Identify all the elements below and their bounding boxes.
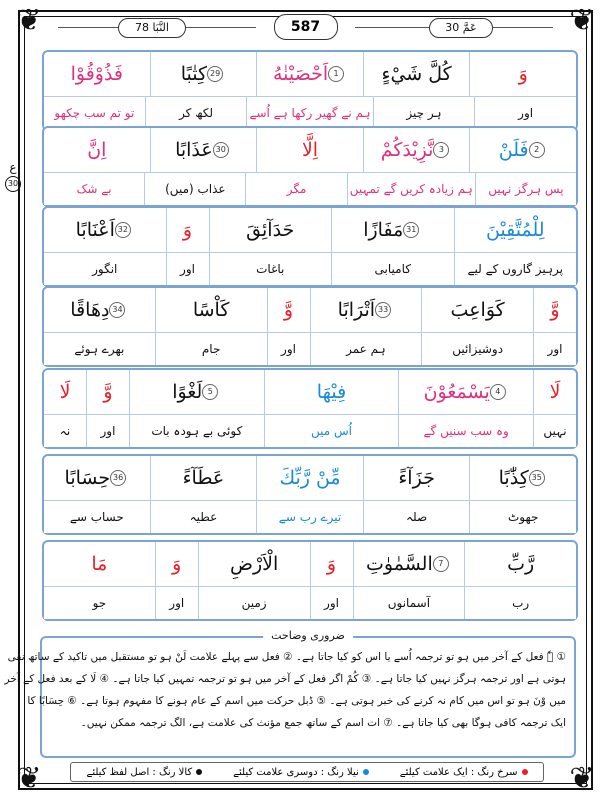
page-header — [58, 14, 553, 42]
legend-text: سرخ رنگ : ایک علامت کیلئے — [399, 766, 518, 778]
ayah-marker: 3 — [433, 142, 449, 158]
urdu-meaning: اور — [547, 342, 563, 356]
arabic-word: الْاَرْضِ — [229, 553, 279, 575]
arabic-word: اِلَّا — [301, 139, 319, 161]
corner-ornament-icon: ❦ — [569, 761, 595, 796]
notes-box — [4, 629, 576, 758]
word-section — [42, 454, 578, 535]
arabic-word: مَا — [91, 553, 108, 575]
ruku-letter: ع — [9, 160, 17, 174]
arabic-word-cell — [363, 456, 470, 500]
arabic-word-cell — [464, 542, 576, 586]
arabic-word: اِنَّ — [87, 139, 107, 161]
urdu-meaning: آسمانوں — [387, 596, 431, 610]
urdu-meaning-cell — [44, 253, 166, 285]
arabic-word-cell — [256, 128, 363, 172]
arabic-word: عَطَآءً — [182, 467, 225, 489]
arabic-word-cell — [44, 52, 150, 96]
urdu-meaning-cell — [373, 97, 475, 129]
word-section — [42, 368, 578, 449]
urdu-meaning: دوشیزائیں — [452, 342, 504, 356]
word-section — [42, 50, 578, 131]
arabic-word-cell — [44, 128, 150, 172]
urdu-meaning: انگور — [92, 262, 118, 276]
urdu-meaning: جھوٹ — [507, 510, 539, 524]
word-section — [42, 286, 578, 367]
urdu-meaning-cell — [469, 501, 576, 533]
arabic-word: وَّ — [550, 299, 560, 321]
ayah-marker: 29 — [207, 66, 223, 82]
arabic-word-cell — [533, 370, 576, 414]
urdu-row — [44, 415, 576, 447]
arabic-word: فَلَنْ — [498, 139, 529, 161]
ayah-marker: 7 — [433, 556, 449, 572]
arabic-word-cell — [421, 288, 533, 332]
arabic-word: لِلْمُتَّقِيْنَ — [485, 219, 545, 241]
urdu-meaning: اُس میں — [311, 424, 352, 438]
arabic-word: وَ — [518, 63, 528, 85]
arabic-row — [44, 52, 576, 97]
urdu-meaning-cell — [209, 253, 332, 285]
arabic-word-cell — [469, 456, 576, 500]
arabic-word: كُلَّ شَيْءٍ — [381, 63, 452, 85]
arabic-word-cell — [469, 52, 576, 96]
urdu-meaning: پرہیز گاروں کے لیے — [467, 262, 563, 276]
urdu-meaning: جام — [201, 342, 221, 356]
arabic-word: لَا — [549, 381, 561, 403]
legend-dot-icon — [363, 769, 369, 775]
urdu-meaning-cell — [44, 97, 145, 129]
arabic-word-cell — [533, 288, 576, 332]
arabic-word-cell — [264, 370, 399, 414]
arabic-word: عَذَابًا — [175, 139, 213, 161]
arabic-word: اَحْصَيْنٰهُ — [272, 63, 329, 85]
urdu-meaning-cell — [398, 415, 533, 447]
urdu-meaning-cell — [44, 415, 86, 447]
arabic-word: لَغْوًا — [172, 381, 203, 403]
urdu-meaning: تو تم سب چکھو — [54, 106, 135, 120]
arabic-word: وَ — [326, 553, 337, 575]
legend-item — [400, 767, 528, 778]
urdu-meaning-cell — [363, 501, 470, 533]
arabic-word-cell — [129, 370, 264, 414]
arabic-row — [44, 288, 576, 333]
arabic-word: نَّزِيْدَكُمْ — [380, 139, 434, 161]
ayah-marker: 32 — [115, 222, 131, 238]
urdu-meaning: نہیں — [543, 424, 567, 438]
urdu-row — [44, 587, 576, 619]
urdu-meaning-cell — [474, 97, 576, 129]
word-section — [42, 126, 578, 207]
arabic-word-cell — [331, 208, 454, 252]
page-number: 587 — [274, 14, 338, 40]
arabic-word: لَا — [59, 381, 71, 403]
ayah-marker: 30 — [213, 142, 229, 158]
arabic-word: رَّبِّ — [507, 553, 535, 575]
urdu-meaning: پس ہرگز نہیں — [488, 182, 564, 196]
arabic-row — [44, 208, 576, 253]
arabic-word: حَدَآئِقَ — [246, 219, 295, 241]
urdu-meaning: عذاب (میں) — [165, 182, 226, 196]
ayah-marker: 2 — [529, 142, 545, 158]
notes-line: ایک ترجمہ کافی ہوگا بھی کیا جاتا ہے۔ ⑦ ات اسم کے ساتھ جمع مؤنث کی علامت ہے، الگ ترجمہ ممکن نہیں۔ — [80, 717, 566, 729]
ayah-marker: 4 — [490, 384, 506, 400]
arabic-word: كِتٰبًا — [180, 63, 208, 85]
urdu-meaning: رب — [512, 596, 530, 610]
arabic-word-cell — [150, 52, 257, 96]
arabic-word-cell — [469, 128, 576, 172]
arabic-word: حِسَابًا — [64, 467, 111, 489]
urdu-meaning: عطیہ — [189, 510, 218, 524]
urdu-meaning-cell — [145, 97, 247, 129]
arabic-word-cell — [398, 370, 533, 414]
ayah-marker: 5 — [202, 384, 218, 400]
urdu-row — [44, 333, 576, 365]
color-legend — [70, 762, 544, 782]
urdu-meaning-cell — [310, 587, 353, 619]
urdu-meaning-cell — [150, 501, 257, 533]
arabic-word-cell — [310, 542, 353, 586]
urdu-meaning-cell — [464, 587, 576, 619]
arabic-row — [44, 456, 576, 501]
urdu-meaning: ہم زیادہ کریں گے تمہیں — [349, 182, 473, 196]
arabic-row — [44, 370, 576, 415]
urdu-meaning: صلہ — [406, 510, 428, 524]
urdu-meaning-cell — [264, 415, 399, 447]
urdu-meaning-cell — [155, 587, 198, 619]
arabic-word-cell — [209, 208, 332, 252]
corner-ornament-icon: ❦ — [16, 3, 42, 38]
arabic-word-cell — [267, 288, 310, 332]
ayah-marker: 34 — [109, 302, 125, 318]
urdu-meaning-cell — [44, 333, 155, 365]
arabic-word: دِهَاقًا — [70, 299, 110, 321]
legend-item — [233, 767, 369, 778]
urdu-meaning: ہم نے گھیر رکھا ہے اُسے — [249, 106, 371, 120]
urdu-meaning: ہر چیز — [406, 106, 442, 120]
arabic-word-cell — [454, 208, 577, 252]
arabic-word: وَ — [182, 219, 193, 241]
arabic-word-cell — [198, 542, 310, 586]
urdu-meaning: مگر — [286, 182, 307, 196]
arabic-word: كَوَاعِبَ — [450, 299, 505, 321]
notes-line: ① ہٗ فعل کے آخر میں ہو تو ترجمہ اُسے یا اس کو کیا جاتا ہے۔ ② فعل سے پہلے علامت لَنْ ہو تو مستقبل میں تاکید کے ساتھ نفی — [7, 651, 566, 663]
arabic-word-cell — [44, 208, 166, 252]
urdu-meaning: وہ سب سنیں گے — [423, 424, 509, 438]
word-section — [42, 206, 578, 287]
urdu-meaning: ہم عمر — [346, 342, 386, 356]
legend-text: کالا رنگ : اصل لفظ کیلئے — [86, 766, 193, 778]
arabic-word-cell — [363, 128, 470, 172]
arabic-word-cell — [150, 128, 257, 172]
legend-item — [86, 767, 202, 778]
arabic-word: السَّمٰوٰتِ — [366, 553, 433, 575]
arabic-word-cell — [44, 542, 155, 586]
arabic-word-cell — [166, 208, 209, 252]
arabic-word-cell — [44, 288, 155, 332]
urdu-meaning-cell — [198, 587, 310, 619]
arabic-word: جَزَآءً — [398, 467, 435, 489]
ayah-marker: 31 — [403, 222, 419, 238]
arabic-word-cell — [44, 456, 150, 500]
urdu-meaning-cell — [155, 333, 267, 365]
arabic-word-cell — [256, 52, 363, 96]
corner-ornament-icon: ❦ — [16, 761, 42, 796]
arabic-word-cell — [353, 542, 465, 586]
arabic-word-cell — [310, 288, 422, 332]
urdu-row — [44, 501, 576, 533]
ayah-marker: 36 — [110, 470, 126, 486]
urdu-meaning: بھرے ہوئے — [74, 342, 125, 356]
urdu-meaning-cell — [533, 415, 576, 447]
arabic-word: وَ — [172, 553, 182, 575]
urdu-meaning: اور — [180, 262, 195, 276]
arabic-row — [44, 542, 576, 587]
urdu-meaning-cell — [256, 501, 363, 533]
urdu-meaning-cell — [246, 97, 372, 129]
arabic-word-cell — [86, 370, 129, 414]
arabic-word-cell — [150, 456, 257, 500]
word-section — [42, 540, 578, 621]
arabic-row — [44, 128, 576, 173]
urdu-meaning-cell — [533, 333, 576, 365]
arabic-word-cell — [256, 456, 363, 500]
urdu-row — [44, 97, 576, 129]
urdu-meaning-cell — [310, 333, 422, 365]
legend-text: نیلا رنگ : دوسری علامت کیلئے — [233, 766, 359, 778]
arabic-word: فَذُوْقُوْا — [70, 63, 124, 85]
notes-line: ہوتی ہے اور ترجمہ ہرگز نہیں کیا جاتا ہے۔ ③ كُمْ اگر فعل کے آخر میں ہو تو ترجمہ تمہیں کیا جاتا ہے۔ ④ لَا کے بعد فعل کے آخر — [4, 673, 566, 685]
urdu-meaning-cell — [44, 587, 155, 619]
urdu-row — [44, 173, 576, 205]
ruku-marker — [4, 160, 22, 194]
urdu-meaning: تیرے رب سے — [278, 510, 342, 524]
urdu-meaning-cell — [129, 415, 264, 447]
urdu-meaning-cell — [44, 173, 144, 205]
arabic-word-cell — [44, 370, 86, 414]
juz-label: عَمَّ 30 — [429, 18, 493, 38]
ayah-marker: 33 — [375, 302, 391, 318]
corner-ornament-icon: ❦ — [569, 3, 595, 38]
urdu-meaning-cell — [166, 253, 209, 285]
urdu-meaning: کامیابی — [374, 262, 411, 276]
urdu-meaning-cell — [144, 173, 245, 205]
urdu-meaning: لکھ کر — [179, 106, 214, 120]
arabic-word: كَاْسًا — [192, 299, 230, 321]
urdu-meaning-cell — [245, 173, 346, 205]
urdu-meaning: اور — [281, 342, 296, 356]
arabic-word: وَّ — [103, 381, 113, 403]
urdu-meaning-cell — [347, 173, 475, 205]
urdu-meaning: اور — [169, 596, 185, 610]
urdu-meaning-cell — [421, 333, 533, 365]
arabic-word: مَفَازًا — [363, 219, 404, 241]
arabic-word-cell — [155, 288, 267, 332]
notes-line: میں وْنَ ہو تو اس میں کام نہ کرنے کی خبر ہوتی ہے۔ ⑤ ڈبل حرکت میں اسم کے عام ہونے کا مفہوم ہوتا ہے۔ ⑥ حِسَابًا کا — [27, 695, 566, 707]
arabic-word: كِذّٰبًا — [498, 467, 529, 489]
surah-label: النَّبَا 78 — [118, 18, 186, 38]
arabic-word-cell — [155, 542, 198, 586]
urdu-meaning-cell — [86, 415, 129, 447]
urdu-meaning: کوئی بے ہودہ بات — [151, 424, 243, 438]
urdu-meaning-cell — [267, 333, 310, 365]
ayah-marker: 1 — [328, 66, 344, 82]
urdu-meaning: اور — [100, 424, 116, 438]
ayah-marker: 35 — [529, 470, 545, 486]
urdu-meaning-cell — [353, 587, 465, 619]
urdu-meaning-cell — [331, 253, 454, 285]
ruku-number: 30 — [5, 176, 21, 192]
urdu-meaning: حساب سے — [69, 510, 124, 524]
urdu-meaning: جو — [92, 596, 107, 610]
arabic-word: اَتْرَابًا — [337, 299, 376, 321]
urdu-meaning: نہ — [59, 424, 71, 438]
notes-body — [4, 646, 574, 734]
urdu-row — [44, 253, 576, 285]
legend-dot-icon — [196, 769, 202, 775]
arabic-word-cell — [363, 52, 470, 96]
urdu-meaning: اور — [518, 106, 534, 120]
urdu-meaning: اور — [324, 596, 339, 610]
arabic-word: مِّنْ رَّبِّكَ — [279, 467, 341, 489]
urdu-meaning: بے شک — [76, 182, 112, 196]
legend-dot-icon — [522, 769, 528, 775]
urdu-meaning-cell — [44, 501, 150, 533]
notes-title: ضروری وضاحت — [263, 629, 353, 642]
urdu-meaning: زمین — [241, 596, 267, 610]
urdu-meaning-cell — [475, 173, 576, 205]
urdu-meaning: باغات — [256, 262, 285, 276]
arabic-word: فِيْهَا — [316, 381, 347, 403]
urdu-meaning-cell — [454, 253, 577, 285]
arabic-word: اَعْنَابًا — [75, 219, 115, 241]
arabic-word: يَسْمَعُوْنَ — [423, 381, 490, 403]
arabic-word: وَّ — [283, 299, 294, 321]
